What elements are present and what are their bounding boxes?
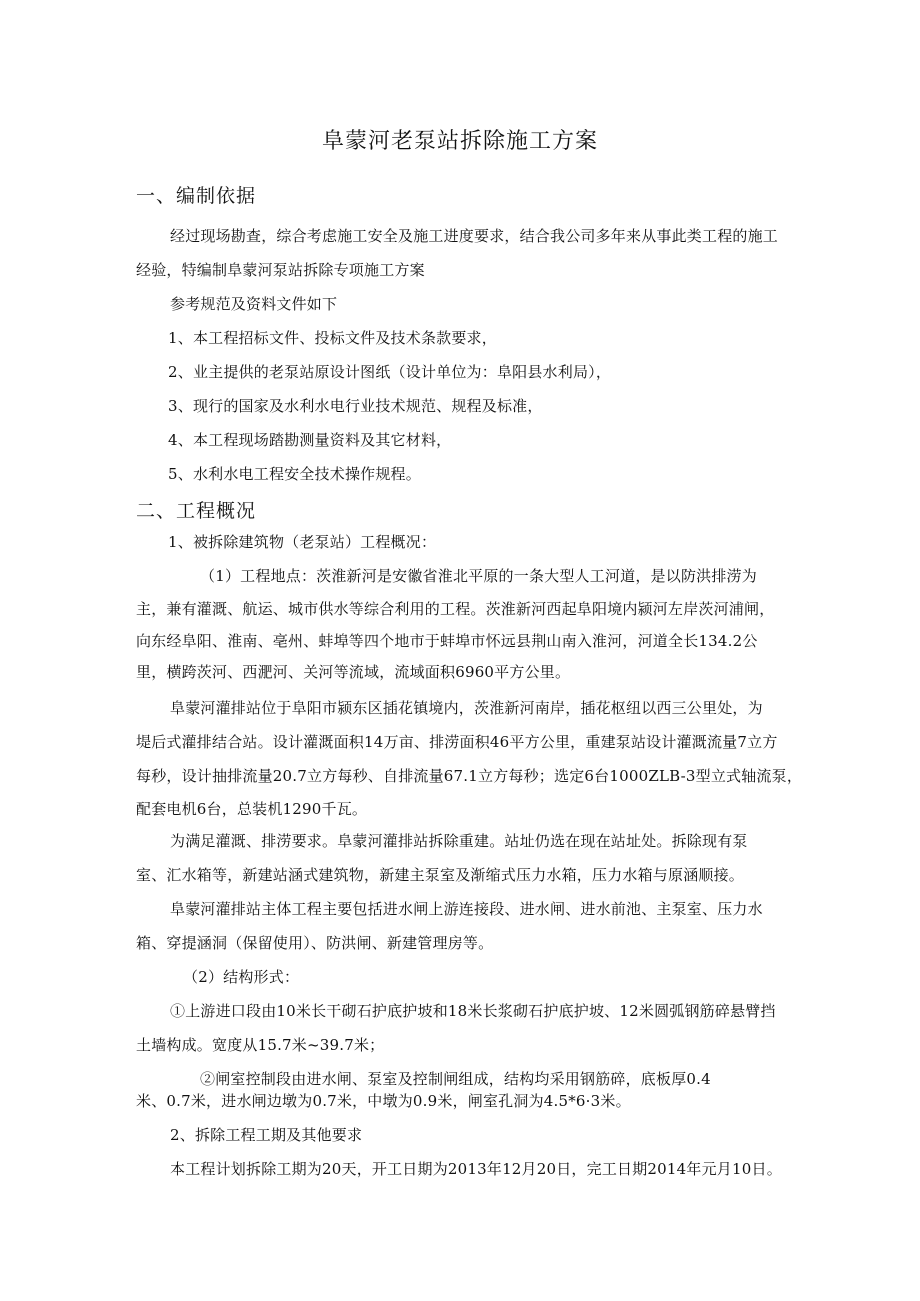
paragraph-line: 室、汇水箱等，新建站涵式建筑物，新建主泵室及渐缩式压力水箱，压力水箱与原涵顺接。 — [136, 866, 745, 884]
paragraph-line: ①上游进口段由10米长干砌石护底护坡和18米长浆砌石护底护坡、12米圆弧钢筋碎悬臂挡 — [170, 1002, 776, 1020]
paragraph-line: 土墙构成。宽度从15.7米~39.7米； — [136, 1036, 385, 1054]
section-heading-basis: 一、编制依据 — [136, 185, 257, 207]
paragraph-line: ②闸室控制段由进水闸、泵室及控制闸组成，结构均采用钢筋碎，底板厚0.4 — [200, 1070, 711, 1088]
paragraph-line: 主，兼有灌溉、航运、城市供水等综合利用的工程。茨淮新河西起阜阳境内颍河左岸茨河浦闸， — [136, 600, 775, 618]
list-item: 2、业主提供的老泵站原设计图纸（设计单位为：阜阳县水利局）， — [168, 363, 612, 381]
paragraph-line: 阜蒙河灌排站主体工程主要包括进水闸上游连接段、进水闸、进水前池、主泵室、压力水 — [170, 900, 763, 918]
paragraph-line: 配套电机6台，总装机1290千瓦。 — [136, 800, 368, 818]
paragraph-line: 里，横跨茨河、西淝河、关河等流域，流域面积6960平方公里。 — [136, 663, 571, 681]
paragraph-line: 每秒，设计抽排流量20.7立方每秒、自排流量67.1立方每秒；选定6台1000ZLB-3型立式轴流泵， — [136, 767, 803, 785]
paragraph-line: 本工程计划拆除工期为20天，开工日期为2013年12月20日，完工日期2014年元月10日。 — [170, 1160, 782, 1178]
subheading: （2）结构形式： — [183, 968, 300, 986]
paragraph-line: 经验，特编制阜蒙河泵站拆除专项施工方案 — [136, 261, 425, 279]
list-item: 5、水利水电工程安全技术操作规程。 — [168, 465, 421, 483]
paragraph-line: （1）工程地点：茨淮新河是安徽省淮北平原的一条大型人工河道，是以防洪排涝为 — [200, 567, 757, 585]
paragraph-line: 堤后式灌排结合站。设计灌溉面积14万亩、排涝面积46平方公里，重建泵站设计灌溉流量7立方 — [136, 733, 778, 751]
subheading: 1、被拆除建筑物（老泵站）工程概况： — [168, 533, 437, 551]
paragraph-line: 阜蒙河灌排站位于阜阳市颍东区插花镇境内，茨淮新河南岸，插花枢纽以西三公里处，为 — [170, 699, 763, 717]
paragraph-line: 箱、穿提涵洞（保留使用）、防洪闸、新建管理房等。 — [136, 934, 494, 952]
section-heading-overview: 二、工程概况 — [136, 500, 257, 522]
paragraph-line: 向东经阜阳、淮南、亳州、蚌埠等四个地市于蚌埠市怀远县荆山南入淮河，河道全长134.2公 — [136, 632, 758, 650]
paragraph-line: 米、0.7米，进水闸边墩为0.7米，中墩为0.9米，闸室孔洞为4.5*6·3米。 — [136, 1092, 631, 1110]
paragraph-line: 经过现场勘查，综合考虑施工安全及施工进度要求，结合我公司多年来从事此类工程的施工 — [170, 227, 779, 245]
refs-intro: 参考规范及资料文件如下 — [170, 295, 338, 313]
list-item: 4、本工程现场踏勘测量资料及其它材料， — [168, 431, 452, 449]
list-item: 1、本工程招标文件、投标文件及技术条款要求， — [168, 329, 497, 347]
document-title: 阜蒙河老泵站拆除施工方案 — [321, 129, 598, 154]
subheading: 2、拆除工程工期及其他要求 — [170, 1126, 363, 1144]
list-item: 3、现行的国家及水利水电行业技术规范、规程及标准， — [168, 397, 543, 415]
paragraph-line: 为满足灌溉、排涝要求。阜蒙河灌排站拆除重建。站址仍选在现在站址处。拆除现有泵 — [170, 832, 748, 850]
